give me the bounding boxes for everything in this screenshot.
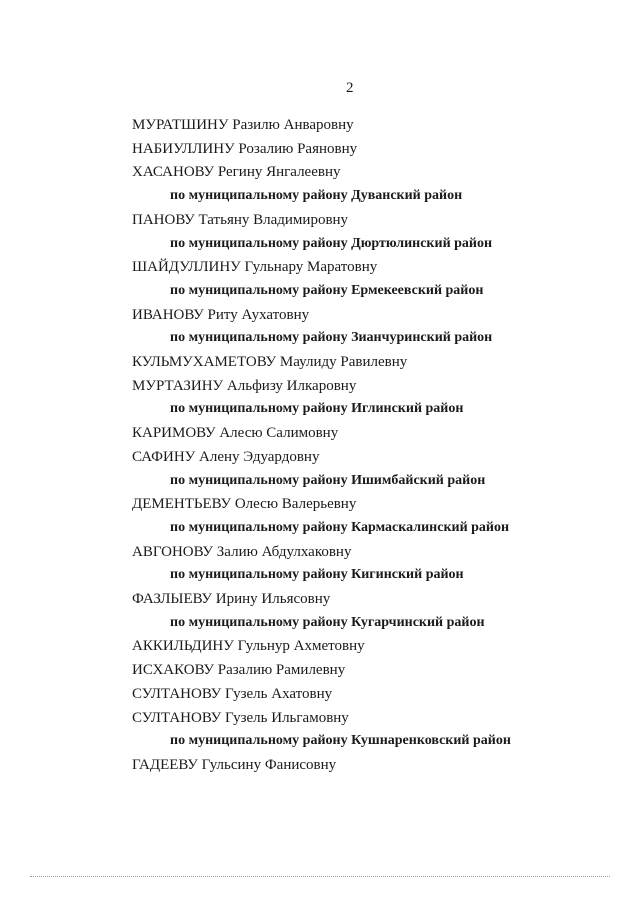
- person-name: ФАЗЛЫЕВУ Ирину Ильясовну: [132, 591, 331, 607]
- district-heading: по муниципальному району Ишимбайский район: [170, 472, 486, 488]
- district-heading: по муниципальному району Зианчуринский район: [170, 330, 493, 346]
- person-name: САФИНУ Алену Эдуардовну: [132, 448, 320, 465]
- person-name: ДЕМЕНТЬЕВУ Олесю Валерьевну: [132, 496, 357, 513]
- person-name: МУРТАЗИНУ Альфизу Илкаровну: [132, 377, 357, 394]
- person-name: ИВАНОВУ Риту Аухатовну: [132, 306, 310, 323]
- person-name: АККИЛЬДИНУ Гульнур Ахметовну: [132, 638, 365, 655]
- person-name: ШАЙДУЛЛИНУ Гульнару Маратовну: [132, 259, 378, 276]
- person-name: МУРАТШИНУ Разилю Анваровну: [132, 117, 354, 133]
- person-name: АВГОНОВУ Залию Абдулхаковну: [132, 543, 352, 560]
- district-heading: по муниципальному району Кармаскалинский район: [170, 519, 510, 535]
- district-heading: по муниципальному району Дюртюлинский район: [170, 235, 493, 251]
- person-name: НАБИУЛЛИНУ Розалию Раяновну: [132, 140, 358, 157]
- person-name: ХАСАНОВУ Регину Янгалеевну: [132, 164, 341, 181]
- page-number: 2: [346, 80, 354, 96]
- person-name: КУЛЬМУХАМЕТОВУ Маулиду Равилевну: [132, 354, 408, 370]
- district-heading: по муниципальному району Кигинский район: [170, 567, 464, 583]
- district-heading: по муниципальному району Кугарчинский район: [170, 614, 485, 630]
- person-name: СУЛТАНОВУ Гузель Ильгамовну: [132, 709, 349, 726]
- person-name: СУЛТАНОВУ Гузель Ахатовну: [132, 685, 333, 702]
- district-heading: по муниципальному району Ермекеевский район: [170, 282, 484, 298]
- district-heading: по муниципальному району Кушнаренковский район: [170, 733, 511, 749]
- district-heading: по муниципальному району Иглинский район: [170, 401, 464, 417]
- district-heading: по муниципальному району Дуванский район: [170, 188, 463, 204]
- person-name: КАРИМОВУ Алесю Салимовну: [132, 425, 339, 442]
- scan-artifact-divider: [30, 876, 610, 877]
- person-name: ГАДЕЕВУ Гульсину Фанисовну: [132, 756, 337, 773]
- person-name: ПАНОВУ Татьяну Владимировну: [132, 211, 349, 228]
- person-name: ИСХАКОВУ Разалию Рамилевну: [132, 662, 346, 679]
